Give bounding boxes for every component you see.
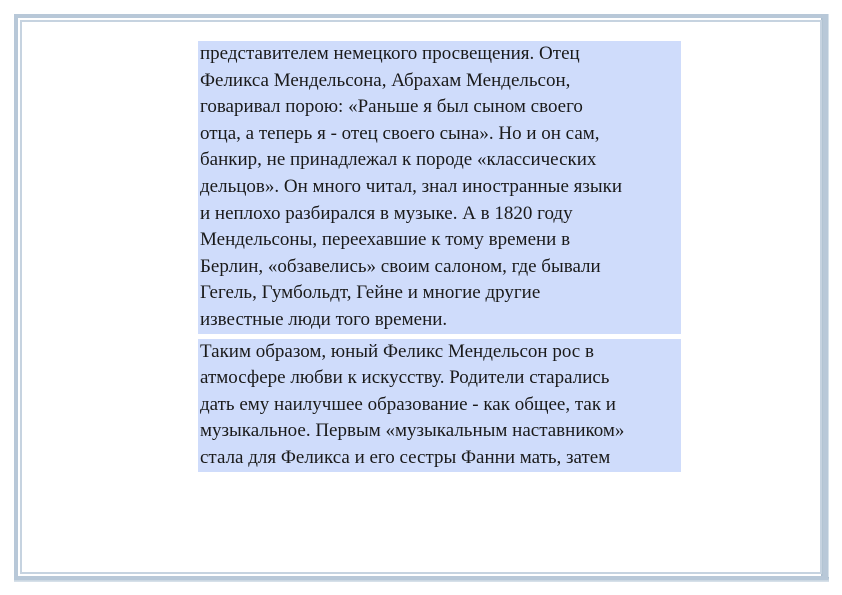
- text-line: Таким образом, юный Феликс Мендельсон рос в: [200, 340, 594, 362]
- text-line: отца, а теперь я - отец своего сына». Но и он сам,: [200, 122, 600, 144]
- text-line: дать ему наилучшее образование - как общее, так и: [200, 393, 616, 415]
- text-line: и неплохо разбирался в музыке. А в 1820 году: [200, 202, 573, 224]
- text-line: представителем немецкого просвещения. Отец: [200, 43, 580, 64]
- slide-text-block[interactable]: [198, 41, 681, 472]
- text-line: Мендельсоны, переехавшие к тому времени в: [200, 229, 571, 251]
- text-line: атмосфере любви к искусству. Родители старались: [200, 367, 610, 389]
- paragraph-2[interactable]: [198, 339, 681, 472]
- text-line: банкир, не принадлежал к породе «классических: [200, 149, 597, 171]
- text-line: стала для Феликса и его сестры Фанни мать, затем: [200, 446, 611, 468]
- text-line: известные люди того времени.: [200, 308, 448, 330]
- text-line: говаривал порою: «Раньше я был сыном своего: [200, 96, 583, 118]
- text-line: Берлин, «обзавелись» своим салоном, где бывали: [200, 255, 601, 277]
- text-line: дельцов». Он много читал, знал иностранные языки: [200, 175, 623, 197]
- text-line: Феликса Мендельсона, Абрахам Мендельсон,: [200, 69, 571, 91]
- paragraph-1[interactable]: [198, 41, 681, 334]
- text-line: музыкальное. Первым «музыкальным наставником»: [200, 420, 625, 442]
- text-line: Гегель, Гумбольдт, Гейне и многие другие: [200, 282, 541, 304]
